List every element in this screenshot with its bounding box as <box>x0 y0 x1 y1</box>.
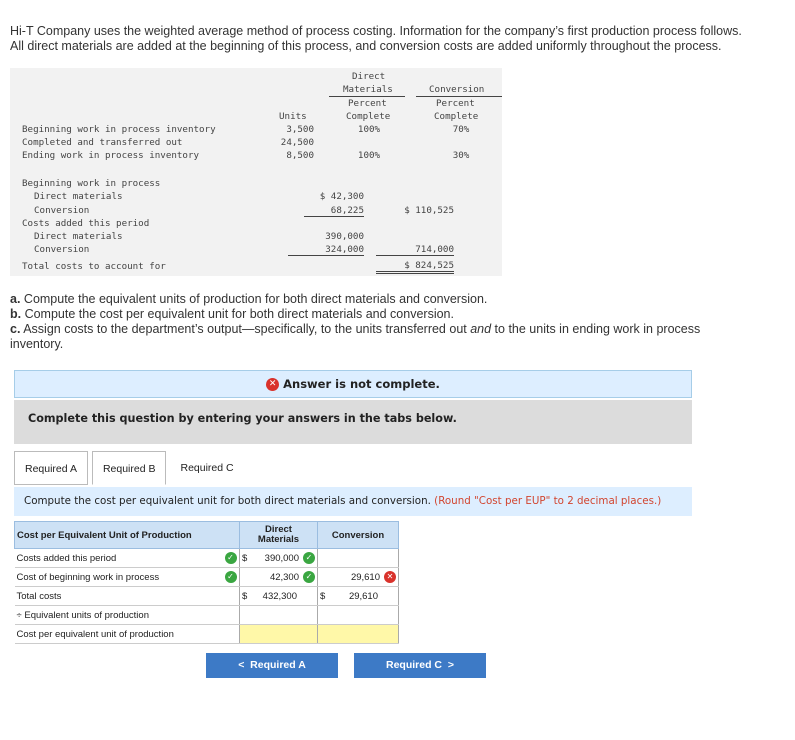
dm-cost-per-eup-input[interactable] <box>240 625 318 644</box>
cost-label: Conversion <box>34 244 90 255</box>
dm-value: 432,300 <box>262 590 297 602</box>
cost-label: Direct materials <box>34 231 123 242</box>
question-list <box>10 292 785 352</box>
question-b-prefix: b. <box>10 307 22 321</box>
cv-cost-per-eup-input[interactable] <box>318 625 399 644</box>
next-button[interactable] <box>354 653 486 678</box>
cost-value: 68,225 <box>304 205 364 217</box>
dm-header: Percent <box>348 98 387 109</box>
dm-header: Direct <box>352 71 386 82</box>
question-c-part2: to the units in ending work in process <box>491 322 701 336</box>
cv-input[interactable] <box>318 549 399 568</box>
row-units: 24,500 <box>280 137 314 148</box>
check-icon: ✓ <box>303 552 315 564</box>
currency-sign: $ <box>242 552 248 564</box>
question-c-and: and <box>470 322 492 336</box>
tab-required-b[interactable]: Required B <box>92 451 167 485</box>
table-row <box>15 568 399 587</box>
question-b: Compute the cost per equivalent unit for both direct materials and conversion. <box>21 307 454 321</box>
cv-eup-input[interactable] <box>318 606 399 625</box>
row-cv: 30% <box>452 150 470 161</box>
table-row <box>15 549 399 568</box>
cost-label: Beginning work in process <box>22 178 161 189</box>
question-c-prefix: c. <box>10 322 21 336</box>
row-label: Cost of beginning work in process <box>15 568 223 587</box>
chevron-right-icon: > <box>447 659 454 671</box>
complete-prompt <box>14 400 692 444</box>
header-dm-line1: Direct <box>265 524 292 535</box>
answer-status-banner <box>14 370 692 398</box>
given-data-table <box>10 68 502 276</box>
tab-required-c[interactable]: Required C <box>170 451 243 485</box>
header-dm-line2: Materials <box>257 534 300 545</box>
cv-header: Percent <box>436 98 475 109</box>
table-header-spacer <box>223 522 240 549</box>
table-row <box>15 606 399 625</box>
table-header-cv: Conversion <box>318 522 399 549</box>
dm-eup-input[interactable] <box>240 606 318 625</box>
row-dm: 100% <box>357 150 381 161</box>
complete-prompt-text: Complete this question by entering your answers in the tabs below. <box>28 412 457 425</box>
rounding-note: (Round "Cost per EUP" to 2 decimal places.) <box>434 495 662 507</box>
cost-per-eup-table <box>14 521 399 644</box>
question-c: Assign costs to the department’s output—specifically, to the units transferred out <box>20 322 471 336</box>
cost-total: 714,000 <box>376 244 454 256</box>
row-units: 8,500 <box>286 150 314 161</box>
cv-value: 29,610 <box>348 590 378 602</box>
tab-bar <box>14 451 248 485</box>
table-row <box>15 625 399 644</box>
check-icon: ✓ <box>225 571 237 583</box>
chevron-left-icon: < <box>238 659 245 671</box>
row-units: 3,500 <box>286 124 314 135</box>
cv-header: Conversion <box>429 84 485 95</box>
row-label: Cost per equivalent unit of production <box>15 625 223 644</box>
row-label: Costs added this period <box>15 549 223 568</box>
next-label: Required C <box>386 659 443 671</box>
cost-label: Conversion <box>34 205 90 216</box>
table-header-dm <box>240 522 318 549</box>
row-label: ÷ Equivalent units of production <box>15 606 223 625</box>
cost-label: Total costs to account for <box>22 261 166 272</box>
currency-sign: $ <box>242 590 248 602</box>
intro-line-2: All direct materials are added at the beginning of this process, and conversion costs are added uniformly throughout the process. <box>10 39 722 53</box>
error-icon: ✕ <box>384 571 396 583</box>
dm-value: 390,000 <box>264 552 299 564</box>
table-row <box>15 587 399 606</box>
cost-value: 390,000 <box>325 231 364 242</box>
units-header: Units <box>279 111 307 122</box>
dm-input[interactable] <box>240 568 318 587</box>
question-c-part3: inventory. <box>10 337 64 351</box>
cost-value: $ 42,300 <box>319 191 364 202</box>
dm-header: Complete <box>346 111 391 122</box>
prev-button[interactable] <box>206 653 338 678</box>
prev-label: Required A <box>250 659 306 671</box>
cv-value: 29,610 <box>350 571 380 583</box>
banner-text: Answer is not complete. <box>283 377 440 391</box>
cv-total <box>318 587 399 606</box>
tab-required-a[interactable]: Required A <box>14 451 88 485</box>
intro-line-1: Hi-T Company uses the weighted average method of process costing. Information for the company’s first production process follows. <box>10 24 742 38</box>
cost-value: 324,000 <box>288 244 364 256</box>
currency-sign: $ <box>320 590 326 602</box>
question-a-prefix: a. <box>10 292 21 306</box>
row-label: Completed and transferred out <box>22 137 183 148</box>
instruction-bar <box>14 487 692 516</box>
intro-text <box>10 24 785 54</box>
cost-label: Direct materials <box>34 191 123 202</box>
dm-header: Materials <box>343 84 393 95</box>
row-label: Ending work in process inventory <box>22 150 200 161</box>
dm-value: 42,300 <box>269 571 299 583</box>
cv-input[interactable] <box>318 568 399 587</box>
row-dm: 100% <box>357 124 381 135</box>
cv-header: Complete <box>434 111 479 122</box>
dm-total <box>240 587 318 606</box>
cost-label: Costs added this period <box>22 218 150 229</box>
row-label: Beginning work in process inventory <box>22 124 216 135</box>
dm-input[interactable] <box>240 549 318 568</box>
row-cv: 70% <box>452 124 470 135</box>
instruction-text: Compute the cost per equivalent unit for both direct materials and conversion. <box>24 495 431 507</box>
check-icon: ✓ <box>303 571 315 583</box>
cost-grand-total: $ 824,525 <box>376 260 454 274</box>
row-label: Total costs <box>15 587 223 606</box>
error-icon: ✕ <box>266 378 279 391</box>
check-icon: ✓ <box>225 552 237 564</box>
question-a: Compute the equivalent units of production for both direct materials and conversion. <box>20 292 488 306</box>
cost-total: $ 110,525 <box>404 205 454 216</box>
table-header-label: Cost per Equivalent Unit of Production <box>15 522 223 549</box>
